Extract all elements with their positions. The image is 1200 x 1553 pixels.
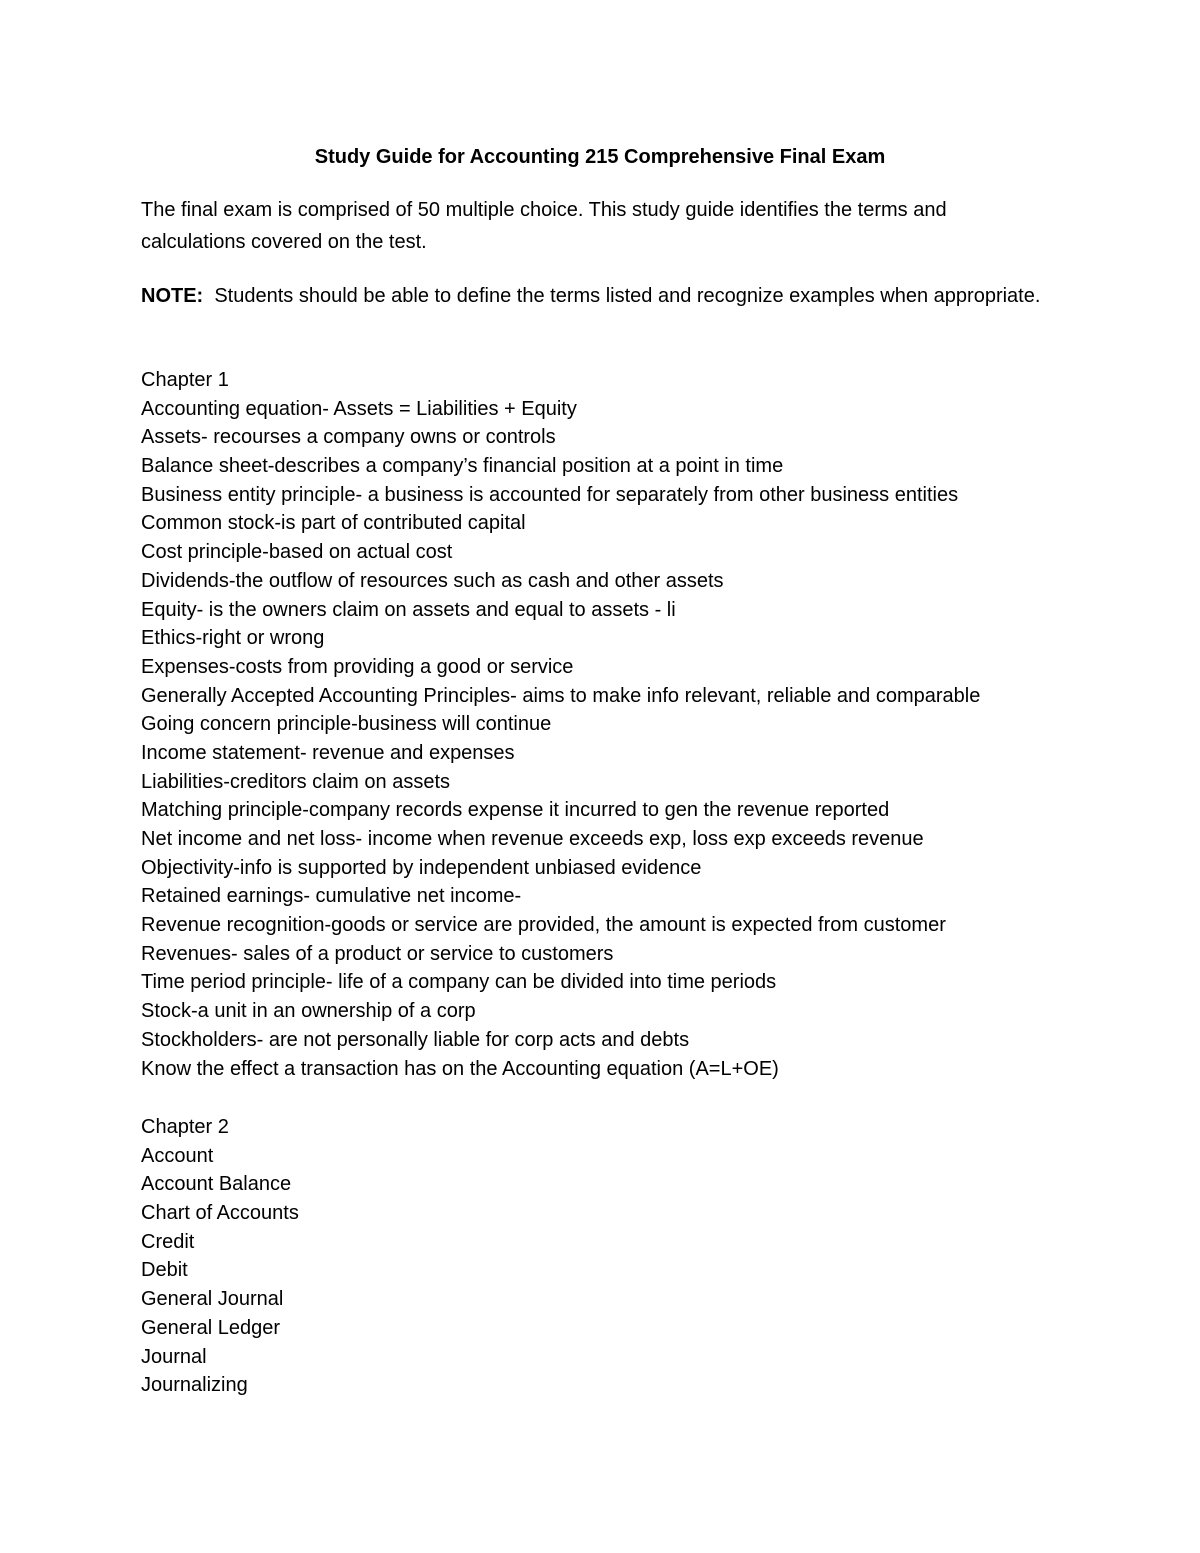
term-item: Assets- recourses a company owns or controls xyxy=(141,426,556,449)
chapter-2-section xyxy=(141,1113,1101,1400)
term-item: Liabilities-creditors claim on assets xyxy=(141,770,451,793)
term-item: Balance sheet-describes a company’s financial position at a point in time xyxy=(141,455,784,478)
term-item: Dividends-the outflow of resources such as cash and other assets xyxy=(141,569,724,592)
note-paragraph xyxy=(141,280,1041,312)
term-item: Equity- is the owners claim on assets and equal to assets - li xyxy=(141,598,676,621)
term-item: Stock-a unit in an ownership of a corp xyxy=(141,1000,476,1023)
term-item: Ethics-right or wrong xyxy=(141,627,325,650)
term-item: Objectivity-info is supported by independent unbiased evidence xyxy=(141,856,702,879)
term-item: Chart of Accounts xyxy=(141,1202,299,1225)
chapter-1-section xyxy=(141,366,1101,1083)
term-item: Credit xyxy=(141,1230,195,1253)
term-item: Net income and net loss- income when revenue exceeds exp, loss exp exceeds revenue xyxy=(141,828,924,850)
term-item: General Ledger xyxy=(141,1316,280,1339)
term-item: Journalizing xyxy=(141,1374,248,1397)
chapter-heading: Chapter 2 xyxy=(141,1116,229,1138)
term-item: Retained earnings- cumulative net income- xyxy=(141,885,522,908)
term-item: Know the effect a transaction has on the Accounting equation (A=L+OE) xyxy=(141,1057,779,1080)
term-item: Cost principle-based on actual cost xyxy=(141,541,453,564)
term-item: Expenses-costs from providing a good or service xyxy=(141,655,574,678)
note-label: NOTE: xyxy=(141,285,204,307)
term-item: Account Balance xyxy=(141,1173,292,1196)
term-item: Income statement- revenue and expenses xyxy=(141,741,515,764)
term-item: Going concern principle-business will continue xyxy=(141,713,552,736)
note-text: Students should be able to define the terms listed and recognize examples when appropriate. xyxy=(203,285,1041,307)
term-item: Stockholders- are not personally liable for corp acts and debts xyxy=(141,1028,690,1051)
term-item: Time period principle- life of a company can be divided into time periods xyxy=(141,971,777,994)
term-item: General Journal xyxy=(141,1288,284,1311)
term-item: Revenues- sales of a product or service to customers xyxy=(141,942,614,965)
term-item: Matching principle-company records expense it incurred to gen the revenue reported xyxy=(141,799,890,822)
intro-paragraph: The final exam is comprised of 50 multiple choice. This study guide identifies the terms and calculations covered on the test. xyxy=(141,199,947,253)
chapter-heading: Chapter 1 xyxy=(141,369,229,391)
term-item: Generally Accepted Accounting Principles- aims to make info relevant, reliable and comparable xyxy=(141,684,981,707)
term-item: Business entity principle- a business is accounted for separately from other business entities xyxy=(141,483,959,506)
term-item: Account xyxy=(141,1144,214,1167)
term-item: Journal xyxy=(141,1345,207,1368)
term-item: Revenue recognition-goods or service are provided, the amount is expected from customer xyxy=(141,914,946,937)
document-title: Study Guide for Accounting 215 Comprehensive Final Exam xyxy=(314,146,886,168)
term-item: Common stock-is part of contributed capital xyxy=(141,512,526,535)
term-item: Accounting equation- Assets = Liabilities + Equity xyxy=(141,397,577,420)
term-item: Debit xyxy=(141,1259,188,1282)
